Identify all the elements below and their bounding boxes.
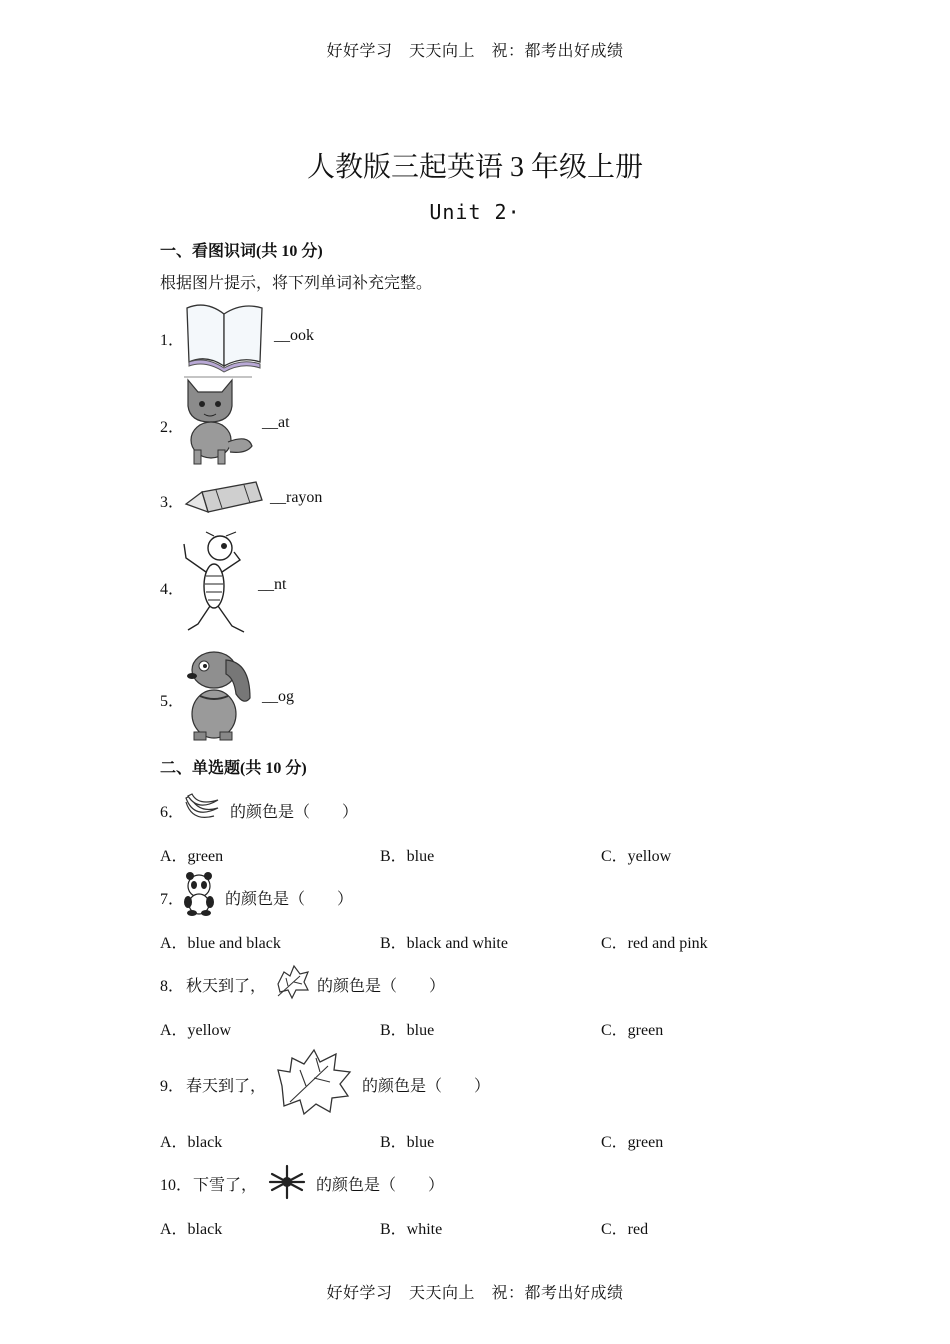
question-number: 8． [160,978,185,995]
page-footer: 好好学习 天天向上 祝：都考出好成绩 [326,1285,624,1302]
section1-heading: 一、看图识词(共 10 分) [160,243,323,260]
option-a[interactable]: A．black [160,1221,223,1238]
page-header: 好好学习 天天向上 祝：都考出好成绩 [326,43,624,60]
page-title: 人教版三起英语 3 年级上册 [306,152,643,183]
question-suffix: 的颜色是（ ） [230,804,359,821]
question-number: 7． [160,891,185,908]
option-b[interactable]: B．blue [380,1134,435,1151]
item-word: __og [262,688,294,705]
option-c[interactable]: C．red [601,1221,649,1238]
question-number: 6． [160,804,185,821]
option-a[interactable]: A．blue and black [160,935,281,952]
item-number: 5． [160,693,185,710]
item-word: __nt [258,576,287,593]
question-suffix: 的颜色是（ ） [317,978,446,995]
option-c[interactable]: C．red and pink [601,935,708,952]
item-number: 1． [160,332,185,349]
item-number: 4． [160,581,185,598]
question-prefix: 下雪了， [193,1177,258,1194]
book-icon [184,300,266,380]
section1-instruction: 根据图片提示，将下列单词补充完整。 [160,275,433,292]
dog-icon [184,648,254,742]
question-suffix: 的颜色是（ ） [362,1078,491,1095]
option-b[interactable]: B．white [380,1221,443,1238]
item-number: 3． [160,494,185,511]
crayon-icon [184,480,264,518]
question-number: 10． [160,1177,193,1194]
panda-icon [183,872,215,916]
ant-icon [182,532,254,636]
cat-icon [182,376,258,466]
option-b[interactable]: B．blue [380,848,435,865]
item-word: __at [262,414,290,431]
item-word: __rayon [270,489,323,506]
question-suffix: 的颜色是（ ） [225,891,354,908]
banana-icon [184,792,220,822]
option-a[interactable]: A．yellow [160,1022,232,1039]
question-suffix: 的颜色是（ ） [316,1177,445,1194]
item-number: 2． [160,419,185,436]
option-a[interactable]: A．black [160,1134,223,1151]
option-c[interactable]: C．green [601,1134,664,1151]
option-b[interactable]: B．blue [380,1022,435,1039]
question-prefix: 秋天到了， [186,978,267,995]
unit-title: Unit 2· [429,200,521,224]
option-c[interactable]: C．green [601,1022,664,1039]
leaf-icon [274,964,310,1000]
question-number: 9． [160,1078,185,1095]
item-word: __ook [274,327,314,344]
big-leaf-icon [276,1046,354,1116]
option-b[interactable]: B．black and white [380,935,508,952]
option-c[interactable]: C．yellow [601,848,672,865]
question-prefix: 春天到了， [186,1078,267,1095]
option-a[interactable]: A．green [160,848,224,865]
snowflake-icon [268,1164,306,1200]
section2-heading: 二、单选题(共 10 分) [160,760,307,777]
